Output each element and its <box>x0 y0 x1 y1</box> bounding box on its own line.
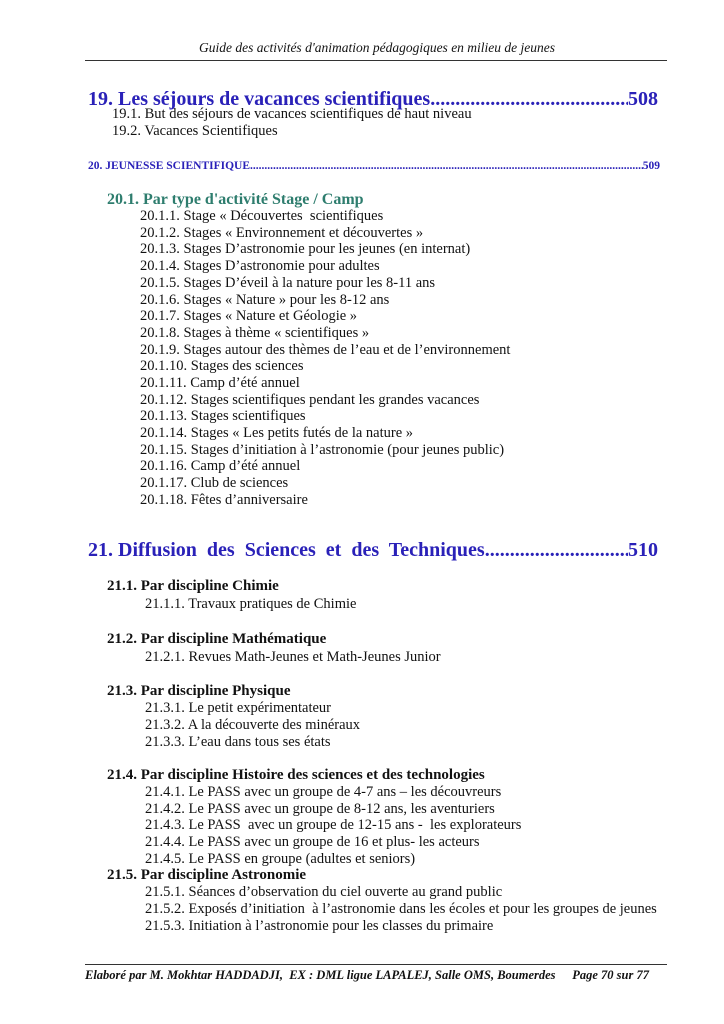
toc-item[interactable]: 21.3.2. A la découverte des minéraux <box>145 717 361 733</box>
toc-section-21[interactable] <box>88 539 658 562</box>
leader-dots <box>485 539 628 562</box>
toc-subsection-21-5[interactable]: 21.5. Par discipline Astronomie <box>107 867 307 883</box>
toc-item[interactable]: 20.1.12. Stages scientifiques pendant les grandes vacances <box>140 392 480 408</box>
toc-item[interactable]: 20.1.8. Stages à thème « scientifiques » <box>140 325 370 341</box>
footer-author: Elaboré par M. Mokhtar HADDADJI, EX : DML ligue LAPALEJ, Salle OMS, Boumerdes <box>85 968 556 982</box>
page-header: Guide des activités d'animation pédagogiques en milieu de jeunes <box>198 40 556 55</box>
toc-item[interactable]: 19.1. But des séjours de vacances scientifiques de haut niveau <box>112 106 472 122</box>
toc-item[interactable]: 20.1.3. Stages D’astronomie pour les jeunes (en internat) <box>140 241 471 257</box>
section-page: 508 <box>628 88 658 110</box>
toc-item[interactable]: 20.1.14. Stages « Les petits futés de la nature » <box>140 425 414 441</box>
section-page: 510 <box>628 539 658 561</box>
toc-item[interactable]: 21.5.3. Initiation à l’astronomie pour les classes du primaire <box>145 918 494 934</box>
toc-item[interactable]: 21.4.5. Le PASS en groupe (adultes et seniors) <box>145 851 416 867</box>
toc-item[interactable]: 20.1.18. Fêtes d’anniversaire <box>140 492 308 508</box>
toc-subsection-21-4[interactable]: 21.4. Par discipline Histoire des sciences et des technologies <box>107 767 485 783</box>
page-footer <box>85 968 667 983</box>
toc-item[interactable]: 20.1.5. Stages D’éveil à la nature pour les 8-11 ans <box>140 275 436 291</box>
toc-item[interactable]: 21.4.1. Le PASS avec un groupe de 4-7 ans – les découvreurs <box>145 784 502 800</box>
toc-item[interactable]: 20.1.4. Stages D’astronomie pour adultes <box>140 258 380 274</box>
toc-item[interactable]: 20.1.15. Stages d’initiation à l’astronomie (pour jeunes public) <box>140 442 505 458</box>
toc-item[interactable]: 20.1.17. Club de sciences <box>140 475 289 491</box>
page-number: Page 70 sur 77 <box>572 968 649 982</box>
toc-item[interactable]: 20.1.7. Stages « Nature et Géologie » <box>140 308 358 324</box>
leader-dots <box>250 160 643 172</box>
toc-item[interactable]: 19.2. Vacances Scientifiques <box>112 123 278 139</box>
toc-item[interactable]: 21.4.4. Le PASS avec un groupe de 16 et plus- les acteurs <box>145 834 480 850</box>
toc-item[interactable]: 20.1.13. Stages scientifiques <box>140 408 306 424</box>
toc-subsection-21-2[interactable]: 21.2. Par discipline Mathématique <box>107 631 327 647</box>
toc-item[interactable]: 21.1.1. Travaux pratiques de Chimie <box>145 596 357 612</box>
toc-subsection-20-1[interactable]: 20.1. Par type d'activité Stage / Camp <box>107 191 364 208</box>
toc-item[interactable]: 20.1.6. Stages « Nature » pour les 8-12 ans <box>140 292 390 308</box>
toc-item[interactable]: 20.1.9. Stages autour des thèmes de l’eau et de l’environnement <box>140 342 511 358</box>
toc-item[interactable]: 21.4.2. Le PASS avec un groupe de 8-12 ans, les aventuriers <box>145 801 495 817</box>
toc-item[interactable]: 20.1.16. Camp d’été annuel <box>140 458 301 474</box>
toc-subsection-21-3[interactable]: 21.3. Par discipline Physique <box>107 683 291 699</box>
section-page: 509 <box>642 160 660 172</box>
toc-item[interactable]: 20.1.11. Camp d’été annuel <box>140 375 300 391</box>
toc-subsection-21-1[interactable]: 21.1. Par discipline Chimie <box>107 578 279 594</box>
section-title: 19. Les séjours de vacances scientifiques <box>88 88 431 110</box>
toc-item[interactable]: 21.5.1. Séances d’observation du ciel ouverte au grand public <box>145 884 503 900</box>
toc-item[interactable]: 21.3.1. Le petit expérimentateur <box>145 700 332 716</box>
toc-item[interactable]: 20.1.10. Stages des sciences <box>140 358 304 374</box>
toc-item[interactable]: 21.4.3. Le PASS avec un groupe de 12-15 ans - les explorateurs <box>145 817 522 833</box>
toc-item[interactable]: 21.2.1. Revues Math-Jeunes et Math-Jeunes Junior <box>145 649 441 665</box>
footer-divider <box>85 964 667 965</box>
toc-item[interactable]: 21.5.2. Exposés d’initiation à l’astronomie dans les écoles et pour les groupes de jeunes <box>145 901 657 917</box>
toc-item[interactable]: 20.1.1. Stage « Découvertes scientifiques <box>140 208 384 224</box>
toc-section-20[interactable] <box>88 160 660 172</box>
header-divider <box>85 60 667 61</box>
section-title: 20. JEUNESSE SCIENTIFIQUE <box>88 160 251 172</box>
toc-item[interactable]: 21.3.3. L’eau dans tous ses états <box>145 734 331 750</box>
section-title: 21. Diffusion des Sciences et des Techniques <box>88 539 485 561</box>
toc-item[interactable]: 20.1.2. Stages « Environnement et découvertes » <box>140 225 424 241</box>
